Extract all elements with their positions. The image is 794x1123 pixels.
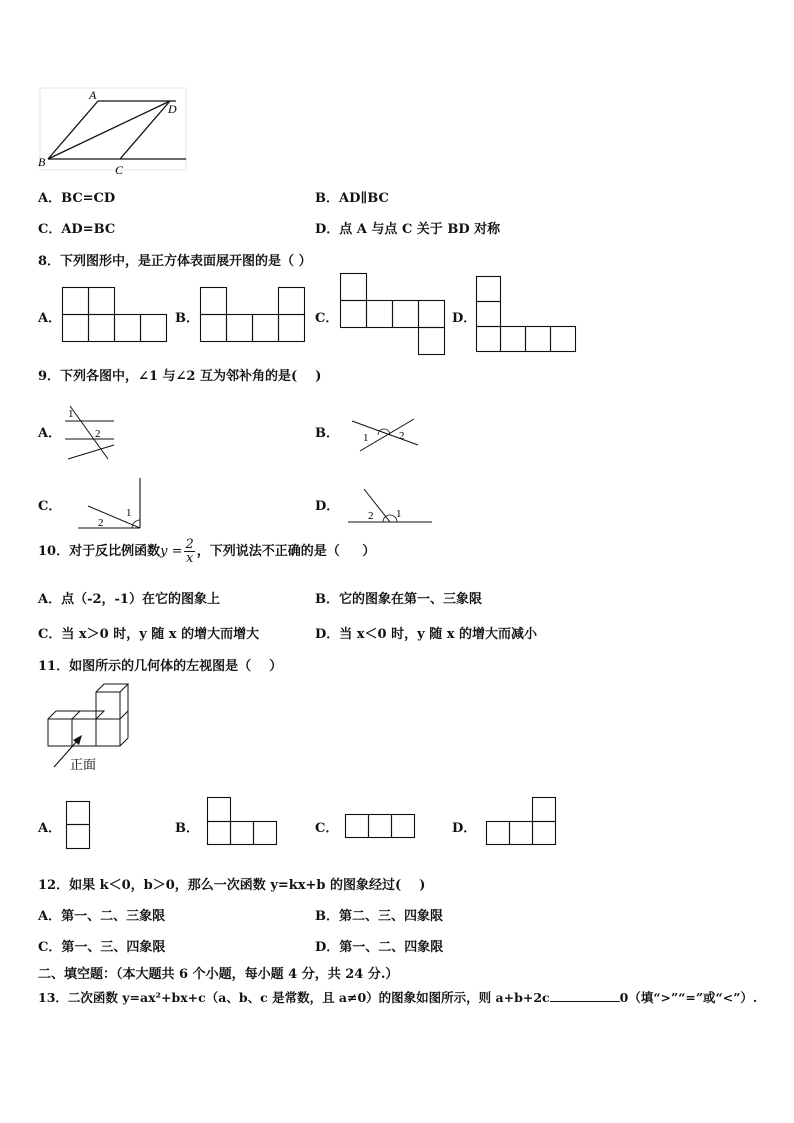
q11-option-b-label[interactable]: B． [175, 821, 199, 836]
segment-cd [120, 101, 170, 159]
q12-option-c[interactable]: C．第一、三、四象限 [38, 940, 166, 955]
q11-view-a[interactable] [66, 801, 92, 851]
angle-1-label: 1 [126, 507, 132, 519]
angle-2-label: 2 [399, 430, 405, 442]
point-b-label: B [38, 155, 46, 169]
q9-figure-d[interactable] [346, 487, 436, 525]
q8-option-d-label[interactable]: D． [452, 311, 477, 326]
q9-option-c-label[interactable]: C． [38, 499, 62, 514]
q13-text-after: 0（填“>”“=”或“<”）. [619, 990, 758, 1005]
q8-option-c-label[interactable]: C． [315, 311, 339, 326]
point-d-label: D [168, 102, 177, 116]
section-2-heading: 二、填空题：（本大题共 6 个小题，每小题 4 分，共 24 分.） [38, 967, 399, 982]
q10-stem-suffix: ，下列说法不正确的是（ ） [196, 544, 376, 559]
q10-option-d[interactable]: D．当 x＜0 时，y 随 x 的增大而减小 [315, 627, 538, 642]
angle-1-label: 1 [363, 432, 369, 444]
q8-option-a-label[interactable]: A． [38, 311, 62, 326]
q7-option-c[interactable]: C．AD=BC [38, 222, 116, 237]
q13-answer-blank[interactable] [550, 990, 620, 1002]
angle-2-label: 2 [98, 517, 104, 529]
q12-stem: 12．如果 k＜0，b＞0，那么一次函数 y=kx+b 的图象经过( ) [38, 878, 426, 893]
q10-option-c[interactable]: C．当 x＞0 时，y 随 x 的增大而增大 [38, 627, 260, 642]
angle-2-label: 2 [95, 428, 101, 440]
q10-function-lhs: y = [160, 544, 183, 559]
q9-option-a-label[interactable]: A． [38, 426, 62, 441]
q8-net-b[interactable] [200, 287, 308, 343]
q10-stem [38, 538, 375, 565]
q11-option-a-label[interactable]: A． [38, 821, 62, 836]
q7-parallelogram-figure [36, 86, 196, 176]
q10-fraction-denominator: x [185, 551, 194, 566]
point-a-label: A [89, 88, 97, 102]
q8-net-d[interactable] [476, 276, 580, 354]
angle-1-label: 1 [68, 408, 74, 420]
q10-fraction [184, 538, 194, 565]
q7-option-d[interactable]: D．点 A 与点 C 关于 BD 对称 [315, 222, 501, 237]
q8-net-c[interactable] [340, 273, 450, 355]
q9-figure-c[interactable] [76, 476, 148, 530]
q12-option-d[interactable]: D．第一、二、四象限 [315, 940, 444, 955]
q9-option-b-label[interactable]: B． [315, 426, 339, 441]
q8-net-a[interactable] [62, 287, 170, 343]
q9-figure-a[interactable] [60, 403, 120, 461]
q11-view-d[interactable] [486, 797, 560, 847]
q8-stem: 8．下列图形中，是正方体表面展开图的是（ ） [38, 254, 312, 269]
q11-view-c[interactable] [345, 814, 419, 840]
q12-option-a[interactable]: A．第一、二、三象限 [38, 909, 166, 924]
q13-text-before: 13．二次函数 y=ax²+bx+c（a、b、c 是常数，且 a≠0）的图象如图所示，则 a+b+2c [38, 990, 550, 1005]
q11-solid-figure [44, 683, 144, 773]
point-c-label: C [115, 163, 124, 177]
angle-1-label: 1 [396, 508, 402, 520]
angle-2-label: 2 [368, 510, 374, 522]
segment-ab [48, 101, 98, 159]
q7-option-a[interactable]: A．BC=CD [38, 191, 116, 206]
q9-stem: 9．下列各图中，∠1 与∠2 互为邻补角的是( ) [38, 369, 322, 384]
q10-option-a[interactable]: A．点（-2，-1）在它的图象上 [38, 592, 220, 607]
q11-view-b[interactable] [207, 797, 281, 847]
segment-bd [48, 101, 170, 159]
q9-figure-b[interactable] [350, 415, 420, 453]
q11-option-d-label[interactable]: D． [452, 821, 477, 836]
front-label: 正面 [70, 757, 97, 772]
q13-stem [38, 988, 757, 1006]
q7-option-b[interactable]: B．AD∥BC [315, 191, 389, 206]
q10-stem-prefix: 10．对于反比例函数 [38, 544, 161, 559]
q11-option-c-label[interactable]: C． [315, 821, 339, 836]
q8-option-b-label[interactable]: B． [175, 311, 199, 326]
q10-fraction-numerator: 2 [185, 537, 194, 552]
q9-option-d-label[interactable]: D． [315, 499, 340, 514]
q12-option-b[interactable]: B．第二、三、四象限 [315, 909, 443, 924]
q10-option-b[interactable]: B．它的图象在第一、三象限 [315, 592, 482, 607]
q11-stem: 11．如图所示的几何体的左视图是（ ） [38, 659, 283, 674]
figure-frame [40, 88, 186, 170]
